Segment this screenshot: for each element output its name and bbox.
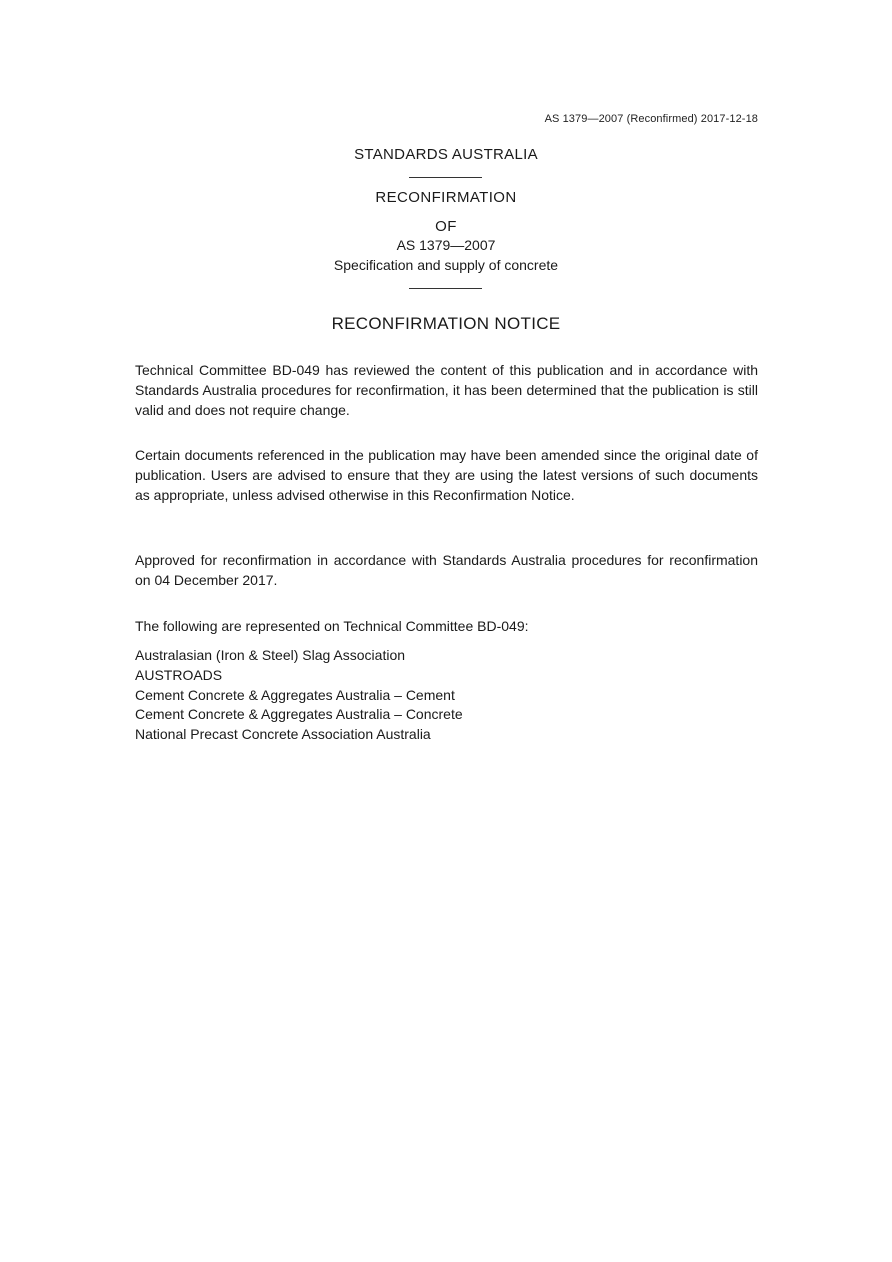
list-item: Cement Concrete & Aggregates Australia – Concrete — [135, 706, 463, 723]
list-item: Cement Concrete & Aggregates Australia – Cement — [135, 686, 455, 703]
reconfirmation-heading: RECONFIRMATION — [375, 189, 517, 206]
committee-member-list — [135, 646, 463, 745]
standard-title: Specification and supply of concrete — [333, 257, 559, 273]
referenced-documents-paragraph: Certain documents referenced in the publication may have been amended since the original date of publication. Users are advised to ensure that they are using the latest versions of such documents as appropriate, unless advised otherwise in this Reconfirmation Notice. — [135, 447, 758, 503]
approval-paragraph: Approved for reconfirmation in accordance with Standards Australia procedures for reconfirmation on 04 December 2017. — [135, 552, 758, 588]
organization-name: STANDARDS AUSTRALIA — [354, 146, 538, 163]
header-reference: AS 1379—2007 (Reconfirmed) 2017-12-18 — [544, 113, 758, 125]
review-paragraph: Technical Committee BD-049 has reviewed the content of this publication and in accordance with Standards Australia procedures for reconfirmation, it has been determined that the publication is still valid and does not require change. — [135, 362, 758, 418]
list-item: National Precast Concrete Association Australia — [135, 726, 431, 743]
divider-rule — [409, 177, 482, 178]
list-item: AUSTROADS — [135, 666, 223, 683]
notice-title: RECONFIRMATION NOTICE — [331, 314, 561, 333]
standard-number: AS 1379—2007 — [396, 237, 496, 253]
divider-rule — [409, 288, 482, 289]
representation-intro: The following are represented on Technical Committee BD-049: — [135, 618, 529, 634]
list-item: Australasian (Iron & Steel) Slag Association — [135, 647, 406, 663]
of-word: OF — [435, 218, 457, 235]
